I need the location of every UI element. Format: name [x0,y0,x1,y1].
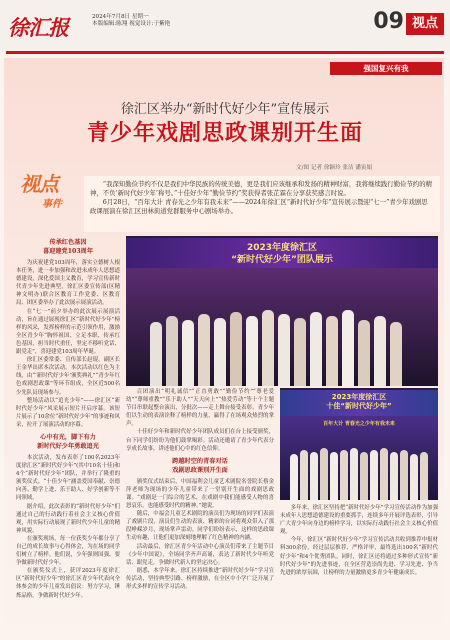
topic-tag: 强国复兴有我 [330,62,442,75]
photo-title-line1: 2023年度徐汇区 [331,393,387,401]
heading-line: 喜迎建党103周年 [42,248,94,255]
photo-banner-text: 百年大计 青春光之少年有我未来 [323,421,395,427]
lead-box [84,176,440,232]
page-number: 09 [373,9,404,34]
heading-line: 新时代好少年勇敢追光 [37,442,99,450]
seal-text-sub: 事件 [42,199,62,210]
section-label: 视点 [406,13,444,35]
body-paragraph: 活动最后，徐汇区青少年活动中心演员们带来了主题节目《少年中国说》，全场同学齐声高诵，表达了新时代少年听党话、跟党走，争做时代新人的坚定决心。 [126,543,274,566]
newspaper-logo: 徐汇报 [8,15,68,40]
column-1 [16,234,120,634]
photo-top-ten-awardees [280,388,438,500]
column-2 [126,388,274,634]
body-paragraph: 徐汇区委常委、宣传部长赵琨，副区长王金华出席本次活动。本次活动以红色为主线，由“‘新时代好少年’颁奖典礼”“青少年红色戏剧思政课”等环节组成，全区近500名少先队员现场参与。 [16,357,120,396]
body-paragraph: 在颁奖仪式上，获评2023年度徐汇区“新时代好少年”的徐汇区青少年代表向全体参会的少年儿童发出倡议：努力学习，锤炼品格，争做新时代好少年。 [16,568,120,599]
article-headline: 青少年戏剧思政课别开生面 [86,120,363,146]
heading-line: 戏剧思政课别开生面 [172,466,228,474]
issue-info [92,14,170,28]
body-paragraph: 据悉，本学年来，徐汇区持续推进“新时代好少年”学习宣传活动，坚持典型引路、榜样激励，在全区中小学广泛开展了形式多样的宣传学习活动。 [126,567,274,590]
photo-title-line2: 十佳“新时代好少年” [326,402,392,410]
body-paragraph: 多年来，徐汇区坚持把“新时代好少年”学习宣传活动作为加强未成年人思想道德建设的重要抓手，连续多年开展评选表彰，引导广大青少年向身边的榜样学习，以实际行动践行社会主义核心价值观。 [280,505,438,536]
heading-line: 心中有光，脚下有力 [40,433,96,441]
photo-title-line1: 2023年度徐汇区 [246,243,318,253]
masthead-rule [6,51,444,54]
body-paragraph: 在“七一”前夕举办的此次展示展演活动，旨在通过展现徐汇区“新时代好少年”榜样的风采，发挥榜样的示范引领作用，激励全区青少年“胸怀祖国、立足本职，传承红色基因，担当时代重任，坚定不移听党话、跟党走”，喜迎建党103周年华诞。 [16,308,120,356]
heading-line: 跨越时空的青春对话 [172,457,228,465]
body-paragraph: 随后，中福会儿童艺术剧院的演员们为现场的同学们表演了戏剧片段，演员们生动的表演、精彩的台词将观众带入了那段峥嵘岁月，现场掌声雷动。同学们纷纷表示，这样的思政课生动有趣，让他们更加深刻地理解了红色精神的内涵。 [126,511,274,542]
article-subhead: 徐汇区举办“新时代好少年”宣传展示 [120,102,330,117]
seal-text-main: 视点 [20,172,58,196]
body-paragraph: 颁奖仪式结束后，中国福利会儿童艺术剧院名誉院长蔡金萍老师为现场的少年儿童带来了一堂别开生面的戏剧思政课。“戏剧是一门综合的艺术，在戏剧中我们能感受人物的喜怒哀乐，也能感受时代的精神。”她说。 [126,478,274,510]
section-heading [126,457,274,475]
page-editors: 本版编辑:陈翔 视觉设计:于紫艳 [92,21,171,27]
column-3 [280,504,438,634]
section-heading [16,433,120,451]
body-paragraph: 本次活动，发布表彰了100名2023年度徐汇区“新时代好少年”(其中10名十佳)和4个“新时代好少年”团队，并举行了隆重的颁奖仪式。“十佳少年”涵盖爱国奉献、崇德向善、勤学上进、乐于助人、好学创新等不同领域。 [16,454,120,502]
section-heading [16,238,120,256]
photo-title-line2: “新时代好少年”团队展示 [231,255,333,265]
body-paragraph: 十佳好少年和新时代好少年团队成员们在台上接受颁奖，台下同学们纷纷为他们鼓掌喝彩。活动还邀请了青少年代表分享成长故事，讲述他们心中的红色信仰。 [126,429,274,452]
heading-line: 传承红色基因 [49,239,87,246]
lead-paragraph: “我深知勤俭节约不仅是我们中华民族的传统美德，更是我们应该继承和发扬的精神财富，我将继续践行勤俭节约的精神，不负‘新时代好少年’称号。”十佳好少年“勤俭节约”奖获得者张芷霖在分享获奖感言时说。 [90,180,432,197]
body-paragraph: 百团演出“明礼诚信”“正直勇敢”“勤俭节约”“尊老爱幼”“尊师重教”“乐于助人”“天天向上”“热爱劳动”等十个主题节目串联起整台演出，分批次——走上舞台接受表彰。青少年们以生动的表演诠释了榜样的力量，赢得了在场观众热烈的掌声。 [126,389,274,428]
body-paragraph: 为庆祝建党103周年，落实立德树人根本任务，进一步加强和改进未成年人思想道德建设，深化爱国主义教育，学习宣传新时代青少年先进典型，徐汇区委宣传部(区精神文明办)联合区教育工作党委、区教育局、团区委举办了此次展示展演活动。 [16,260,120,307]
masthead [0,0,450,52]
event-seal [16,164,76,220]
body-paragraph: 在颁奖现场，每一位获奖少年都分享了自己的成长故事与心得体会，为在场的同学们树立了榜样。他们说，少年强则国强，要争做新时代好少年。 [16,535,120,567]
body-paragraph: 今年，徐汇区“新时代好少年”学习宣传活动共收到推荐申报材料300余份，经过层层推荐、严格评审，最终选出100名“新时代好少年”和4个优秀团队。同时，徐汇区还将通过多种形式宣传“新时代好少年”的先进事迹，在全区营造崇尚先进、学习先进、争当先进的浓厚氛围，让榜样的力量激励更多青少年健康成长。 [280,537,438,576]
issue-date: 2024年7月8日 星期一 [92,14,149,20]
lead-paragraph: 6月28日，“百年大计 青春光之少年有我未来”——2024年徐汇区“新时代好少年”宣传展示暨迎“七一”青少年戏剧思政课展演在徐汇区田林街道党群服务中心剧场举办。 [90,198,428,215]
photo-team-showcase [126,236,438,386]
byline: 文/图 记者 徐颖玲 张洁 潘寅娟 [296,165,373,171]
body-paragraph: 整场活动以“追光少年”——徐汇区“新时代好少年”风采展示短片开启序幕。该短片展示了10余位“新时代好少年”的事迹和风采，拉开了展演活动的序幕。 [16,397,120,428]
body-paragraph: 据介绍，此次表彰的“新时代好少年”们通过自己的行动践行着社会主义核心价值观，用实际行动展现了新时代少年儿童的精神风貌。 [16,503,120,534]
